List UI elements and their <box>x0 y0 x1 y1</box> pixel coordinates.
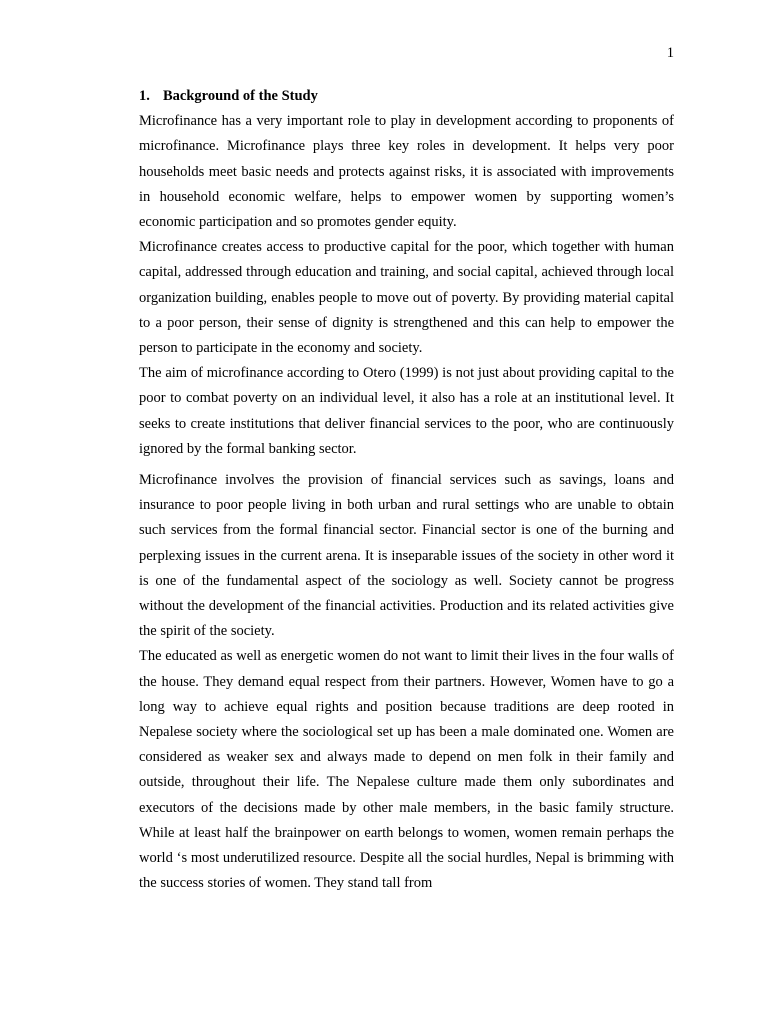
paragraph-otero-aim: The aim of microfinance according to Otero (1999) is not just about providing capital to the poor to combat poverty on an individual level, it also has a role at an institutional level. It seeks to create institutions that deliver financial services to the poor, who are continuously ignored by the formal banking sector. <box>139 365 674 457</box>
page-number: 1 <box>666 45 674 61</box>
section-number: 1. <box>139 88 150 104</box>
paragraph-financial-services: Microfinance involves the provision of financial services such as savings, loans and insurance to poor people living in both urban and rural settings who are unable to obtain such services from the formal financial sector. Financial sector is one of the burning and perplexing issues in the current arena. It is inseparable issues of the society in other word it is one of the fundamental aspect of the sociology as well. Society cannot be progress without the development of the financial activities. Production and its related activities give the spirit of the society. <box>139 472 674 640</box>
paragraph-microfinance-role: Microfinance has a very important role to play in development according to proponents of microfinance. Microfinance plays three key roles in development. It helps very poor households meet basic needs and protects against risks, it is associated with improvements in household economic welfare, helps to empower women by supporting women’s economic participation and so promotes gender equity. <box>139 113 674 231</box>
section-title: Background of the Study <box>163 88 318 104</box>
document-body <box>139 84 674 897</box>
section-heading <box>139 84 674 109</box>
paragraph-productive-capital: Microfinance creates access to productive capital for the poor, which together with human capital, addressed through education and training, and social capital, achieved through local organization building, enables people to move out of poverty. By providing material capital to a poor person, their sense of dignity is strengthened and this can help to empower the person to participate in the economy and society. <box>139 239 674 357</box>
paragraph-educated-women: The educated as well as energetic women do not want to limit their lives in the four walls of the house. They demand equal respect from their partners. However, Women have to go a long way to achieve equal rights and position because traditions are deep rooted in Nepalese society where the sociological set up has been a male dominated one. Women are considered as weaker sex and always made to depend on men folk in their family and outside, throughout their life. The Nepalese culture made them only subordinates and executors of the decisions made by other male members, in the basic family structure. While at least half the brainpower on earth belongs to women, women remain perhaps the world ‘s most underutilized resource. Despite all the social hurdles, Nepal is brimming with the success stories of women. They stand tall from <box>139 648 674 892</box>
